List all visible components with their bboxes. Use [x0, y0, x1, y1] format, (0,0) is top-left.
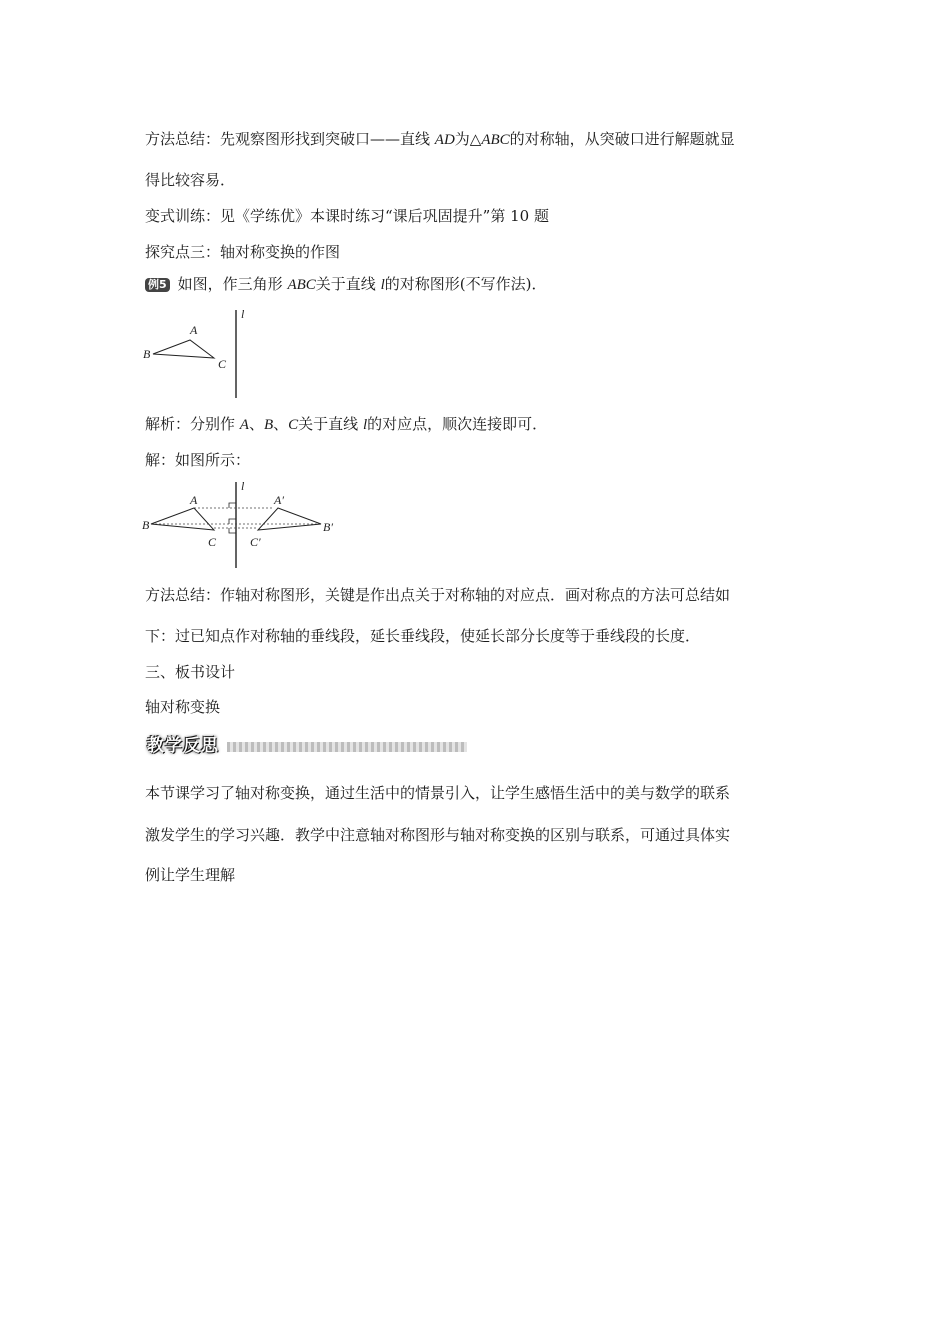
label-A-prime: A′	[274, 493, 284, 507]
reflection-line1: 本节课学习了轴对称变换，通过生活中的情景引入，让学生感悟生活中的美与数学的联系	[145, 784, 731, 802]
analysis: 解析：分别作 A、B、C关于直线 l的对应点，顺次连接即可．	[145, 415, 548, 433]
label-l: l	[241, 479, 245, 493]
section-board-design: 三、板书设计	[145, 663, 236, 681]
label-C-prime: C′	[250, 535, 261, 549]
label-l: l	[241, 307, 245, 321]
label-A: A	[190, 493, 198, 507]
triangle-abc	[153, 340, 214, 358]
method-summary-2-line1: 方法总结：作轴对称图形，关键是作出点关于对称轴的对应点．画对称点的方法可总结如	[145, 586, 731, 604]
figure-triangle-abc	[140, 306, 260, 402]
triangle-a2b2c2	[258, 508, 321, 530]
reflection-line2: 激发学生的学习兴趣．教学中注意轴对称图形与轴对称变换的区别与联系，可通过具体实	[145, 826, 731, 844]
method-summary-2-line2: 下：过已知点作对称轴的垂线段，延长垂线段，使延长部分长度等于垂线段的长度．	[145, 627, 701, 645]
variant-training: 变式训练：见《学练优》本课时练习“课后巩固提升”第 10 题	[145, 207, 549, 225]
triangle-abc	[151, 508, 214, 530]
label-B-prime: B′	[323, 520, 333, 534]
figure-reflected-triangles	[140, 478, 350, 570]
explore-point-3: 探究点三：轴对称变换的作图	[145, 243, 341, 261]
right-angle-mark-1	[229, 503, 236, 508]
right-angle-mark-2	[229, 519, 236, 524]
banner-dotted-bar	[227, 742, 467, 752]
label-B: B	[143, 347, 151, 361]
label-C: C	[218, 357, 227, 371]
method-summary-1-line1: 方法总结：先观察图形找到突破口——直线 AD为△ABC的对称轴，从突破口进行解题就显	[145, 130, 735, 148]
example-5: 例5 如图，作三角形 ABC关于直线 l的对称图形(不写作法)．	[145, 273, 546, 294]
solution-label: 解：如图所示：	[145, 451, 251, 469]
reflection-title: 教学反思	[147, 736, 219, 756]
label-A: A	[190, 323, 198, 337]
label-C: C	[208, 535, 217, 549]
example-badge: 例5	[145, 278, 170, 292]
right-angle-mark-3	[229, 528, 236, 533]
label-B: B	[142, 518, 150, 532]
method-summary-1-line2: 得比较容易．	[145, 171, 236, 189]
board-content: 轴对称变换	[145, 698, 221, 716]
reflection-line3: 例让学生理解	[145, 866, 236, 884]
reflection-banner	[145, 730, 467, 756]
